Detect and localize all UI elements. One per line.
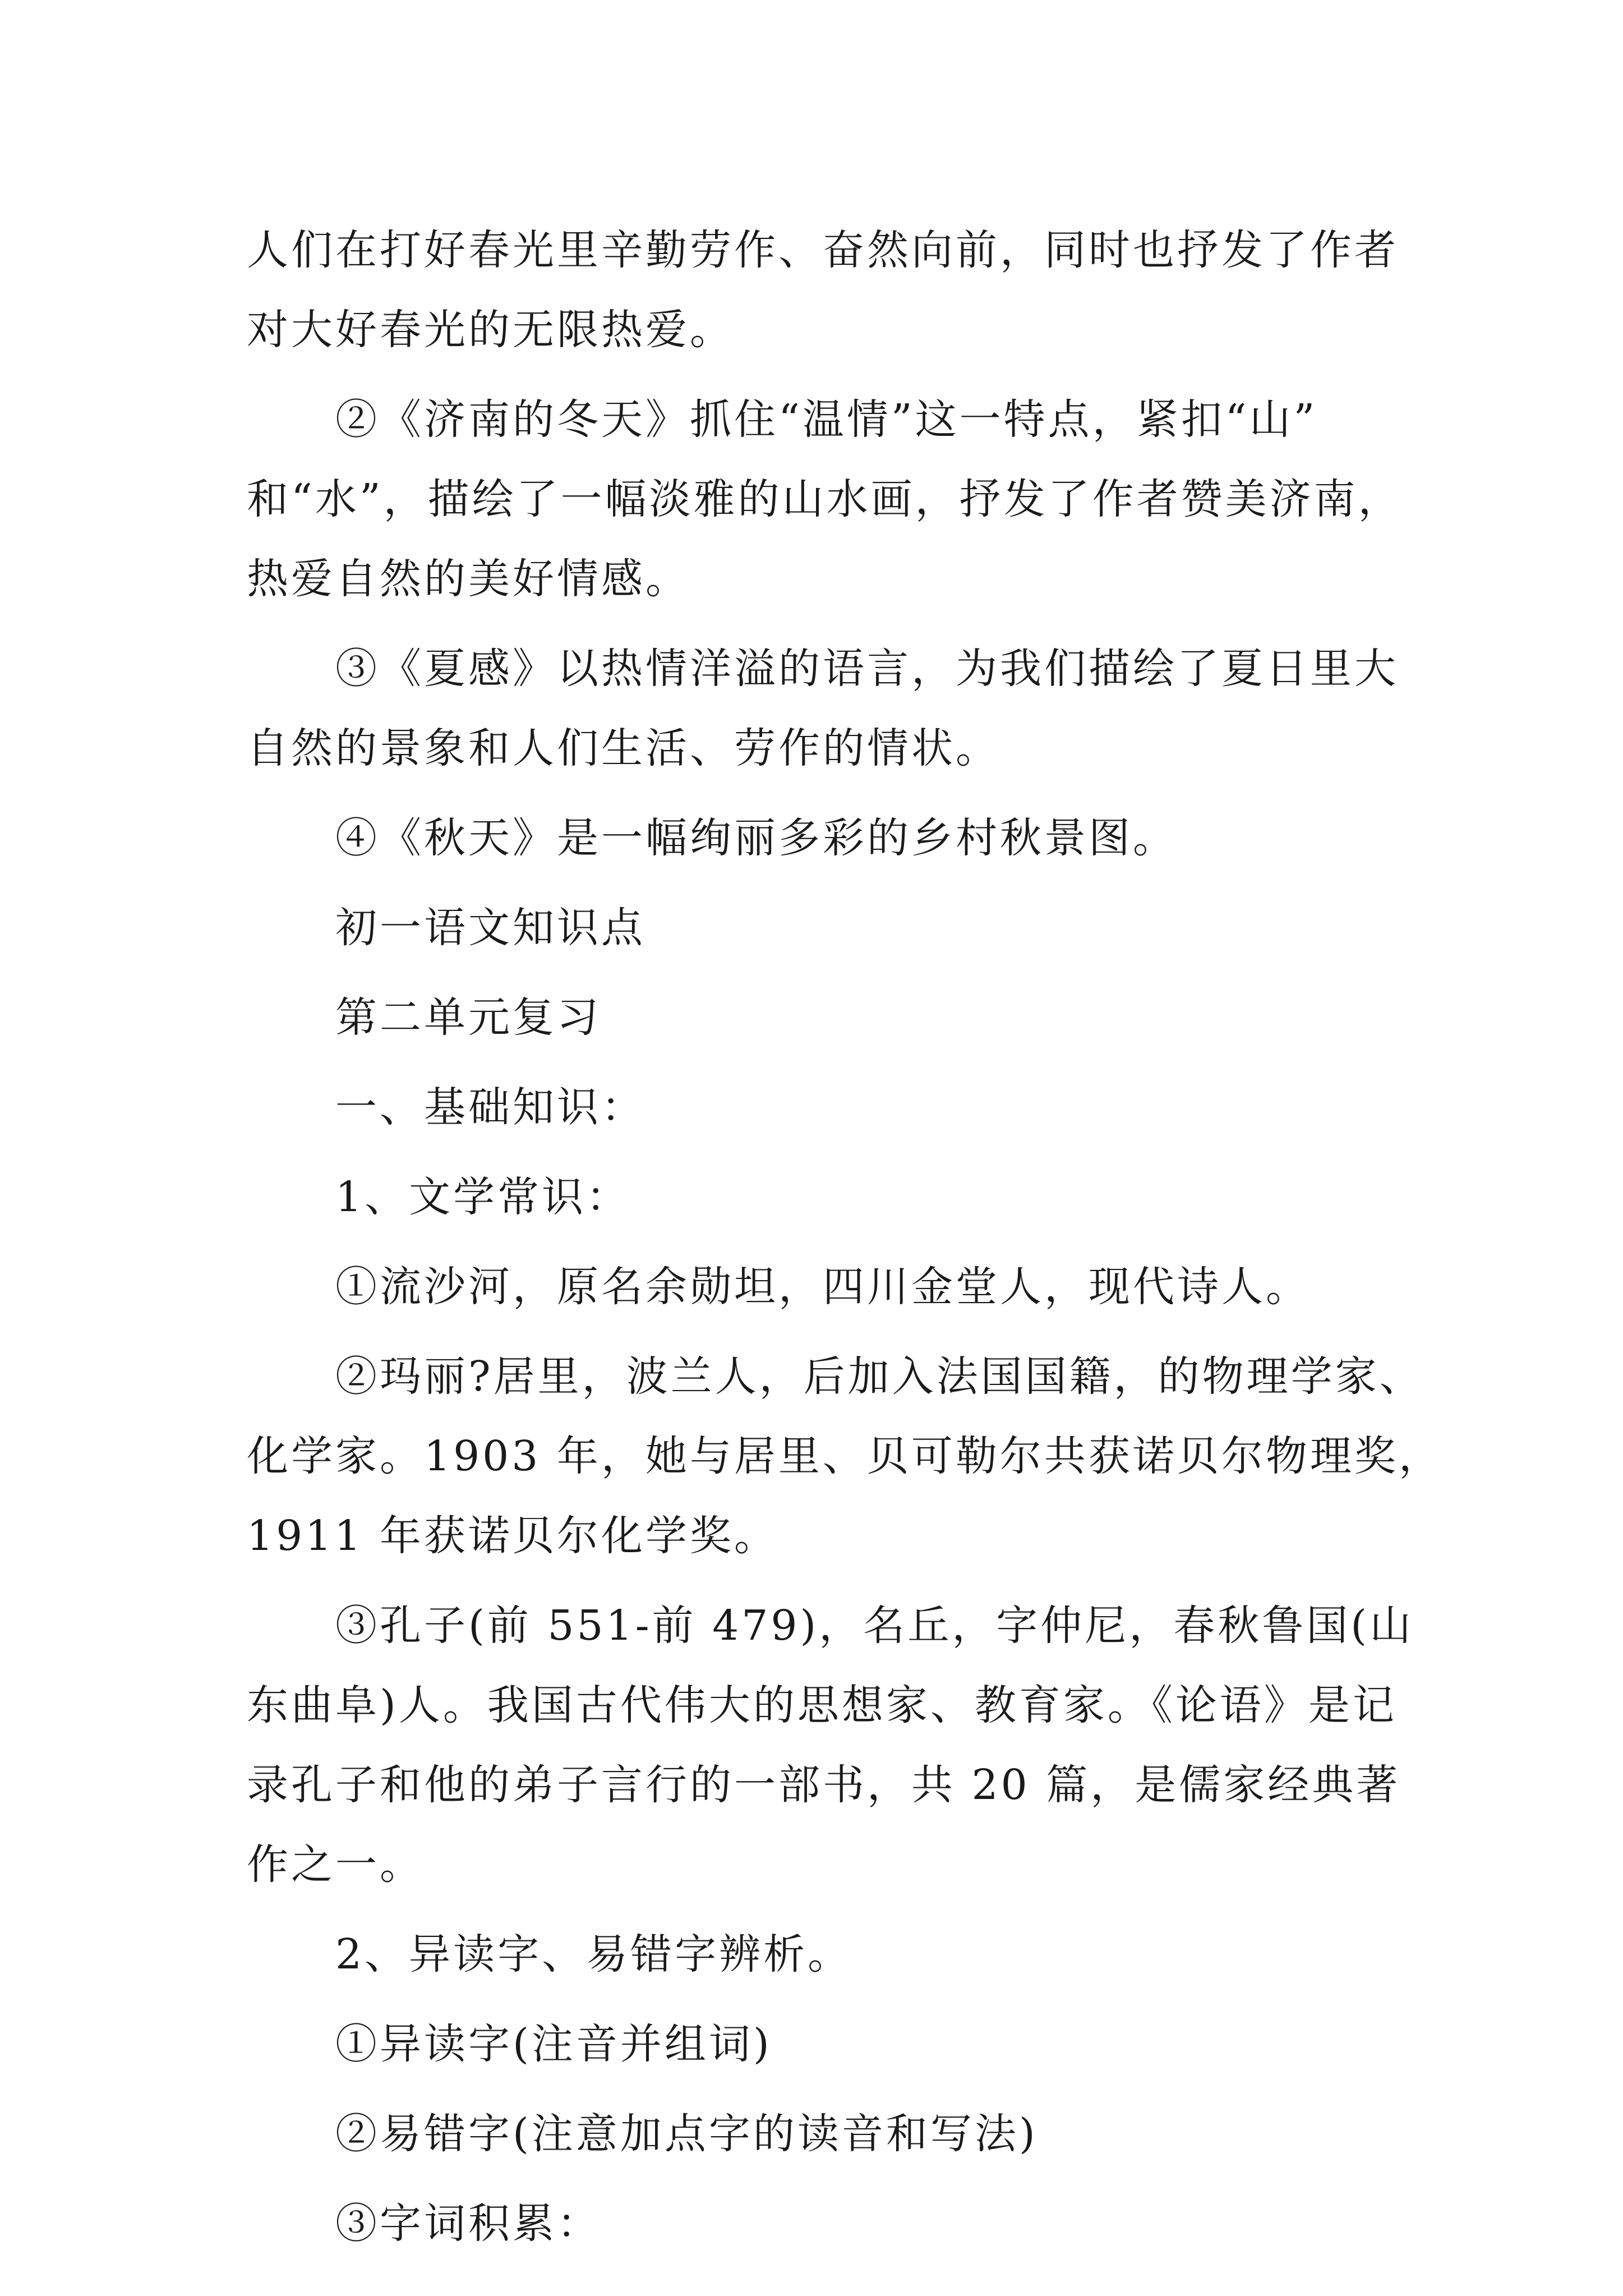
text-line: ②易错字(注意加点字的读音和写法) bbox=[335, 2110, 1038, 2158]
text-line: ③字词积累： bbox=[335, 2200, 601, 2248]
text-line: 热爱自然的美好情感。 bbox=[247, 555, 690, 603]
text-line: 录孔子和他的弟子言行的一部书，共 20 篇，是儒家经典著 bbox=[247, 1761, 1401, 1809]
paragraph bbox=[247, 1586, 1414, 1904]
text-line: 人们在打好春光里辛勤劳作、奋然向前，同时也抒发了作者 bbox=[247, 226, 1399, 274]
text-line: ④《秋天》是一幅绚丽多彩的乡村秋景图。 bbox=[335, 814, 1177, 862]
text-line: 化学家。1903 年，她与居里、贝可勒尔共获诺贝尔物理奖， bbox=[247, 1432, 1443, 1480]
text-line: ②《济南的冬天》抓住“温情”这一特点，紧扣“山” bbox=[335, 395, 1318, 444]
paragraph bbox=[247, 2094, 1402, 2174]
paragraph bbox=[247, 629, 1402, 788]
paragraph bbox=[247, 210, 1402, 370]
text-line: 2、异读字、易错字辨析。 bbox=[335, 1930, 852, 1978]
text-line: ③孔子(前 551-前 479)，名丘，字仲尼，春秋鲁国(山 bbox=[335, 1602, 1414, 1650]
text-line: ①流沙河，原名余勋坦，四川金堂人，现代诗人。 bbox=[335, 1263, 1310, 1311]
section-heading bbox=[247, 1915, 1402, 1994]
text-line: ③《夏感》以热情洋溢的语言，为我们描绘了夏日里大 bbox=[335, 645, 1399, 693]
text-line: 对大好春光的无限热爱。 bbox=[247, 306, 734, 354]
text-line: 自然的景象和人们生活、劳作的情状。 bbox=[247, 724, 1000, 772]
paragraph bbox=[247, 1337, 1443, 1576]
paragraph bbox=[247, 1247, 1402, 1327]
text-line: ①异读字(注音并组词) bbox=[335, 2020, 772, 2068]
paragraph bbox=[247, 2004, 1402, 2084]
paragraph bbox=[247, 2184, 1402, 2263]
text-line: 一、基础知识： bbox=[335, 1083, 645, 1131]
text-line: 作之一。 bbox=[247, 1841, 424, 1889]
document-body bbox=[247, 210, 1443, 2274]
text-line: ②玛丽?居里，波兰人，后加入法国国籍，的物理学家、 bbox=[335, 1352, 1424, 1401]
section-heading bbox=[247, 1068, 1402, 1147]
text-line: 1911 年获诺贝尔化学奖。 bbox=[247, 1512, 778, 1560]
text-line: 和“水”，描绘了一幅淡雅的山水画，抒发了作者赞美济南， bbox=[247, 475, 1403, 523]
text-line: 初一语文知识点 bbox=[335, 904, 645, 952]
text-line: 第二单元复习 bbox=[335, 993, 601, 1042]
text-line: 1、文学常识： bbox=[335, 1173, 631, 1221]
paragraph bbox=[247, 798, 1402, 878]
section-heading bbox=[247, 1157, 1402, 1237]
text-line: 东曲阜)人。我国古代伟大的思想家、教育家。《论语》是记 bbox=[247, 1681, 1397, 1729]
paragraph bbox=[247, 380, 1402, 619]
section-heading bbox=[247, 978, 1402, 1057]
section-heading bbox=[247, 888, 1402, 968]
